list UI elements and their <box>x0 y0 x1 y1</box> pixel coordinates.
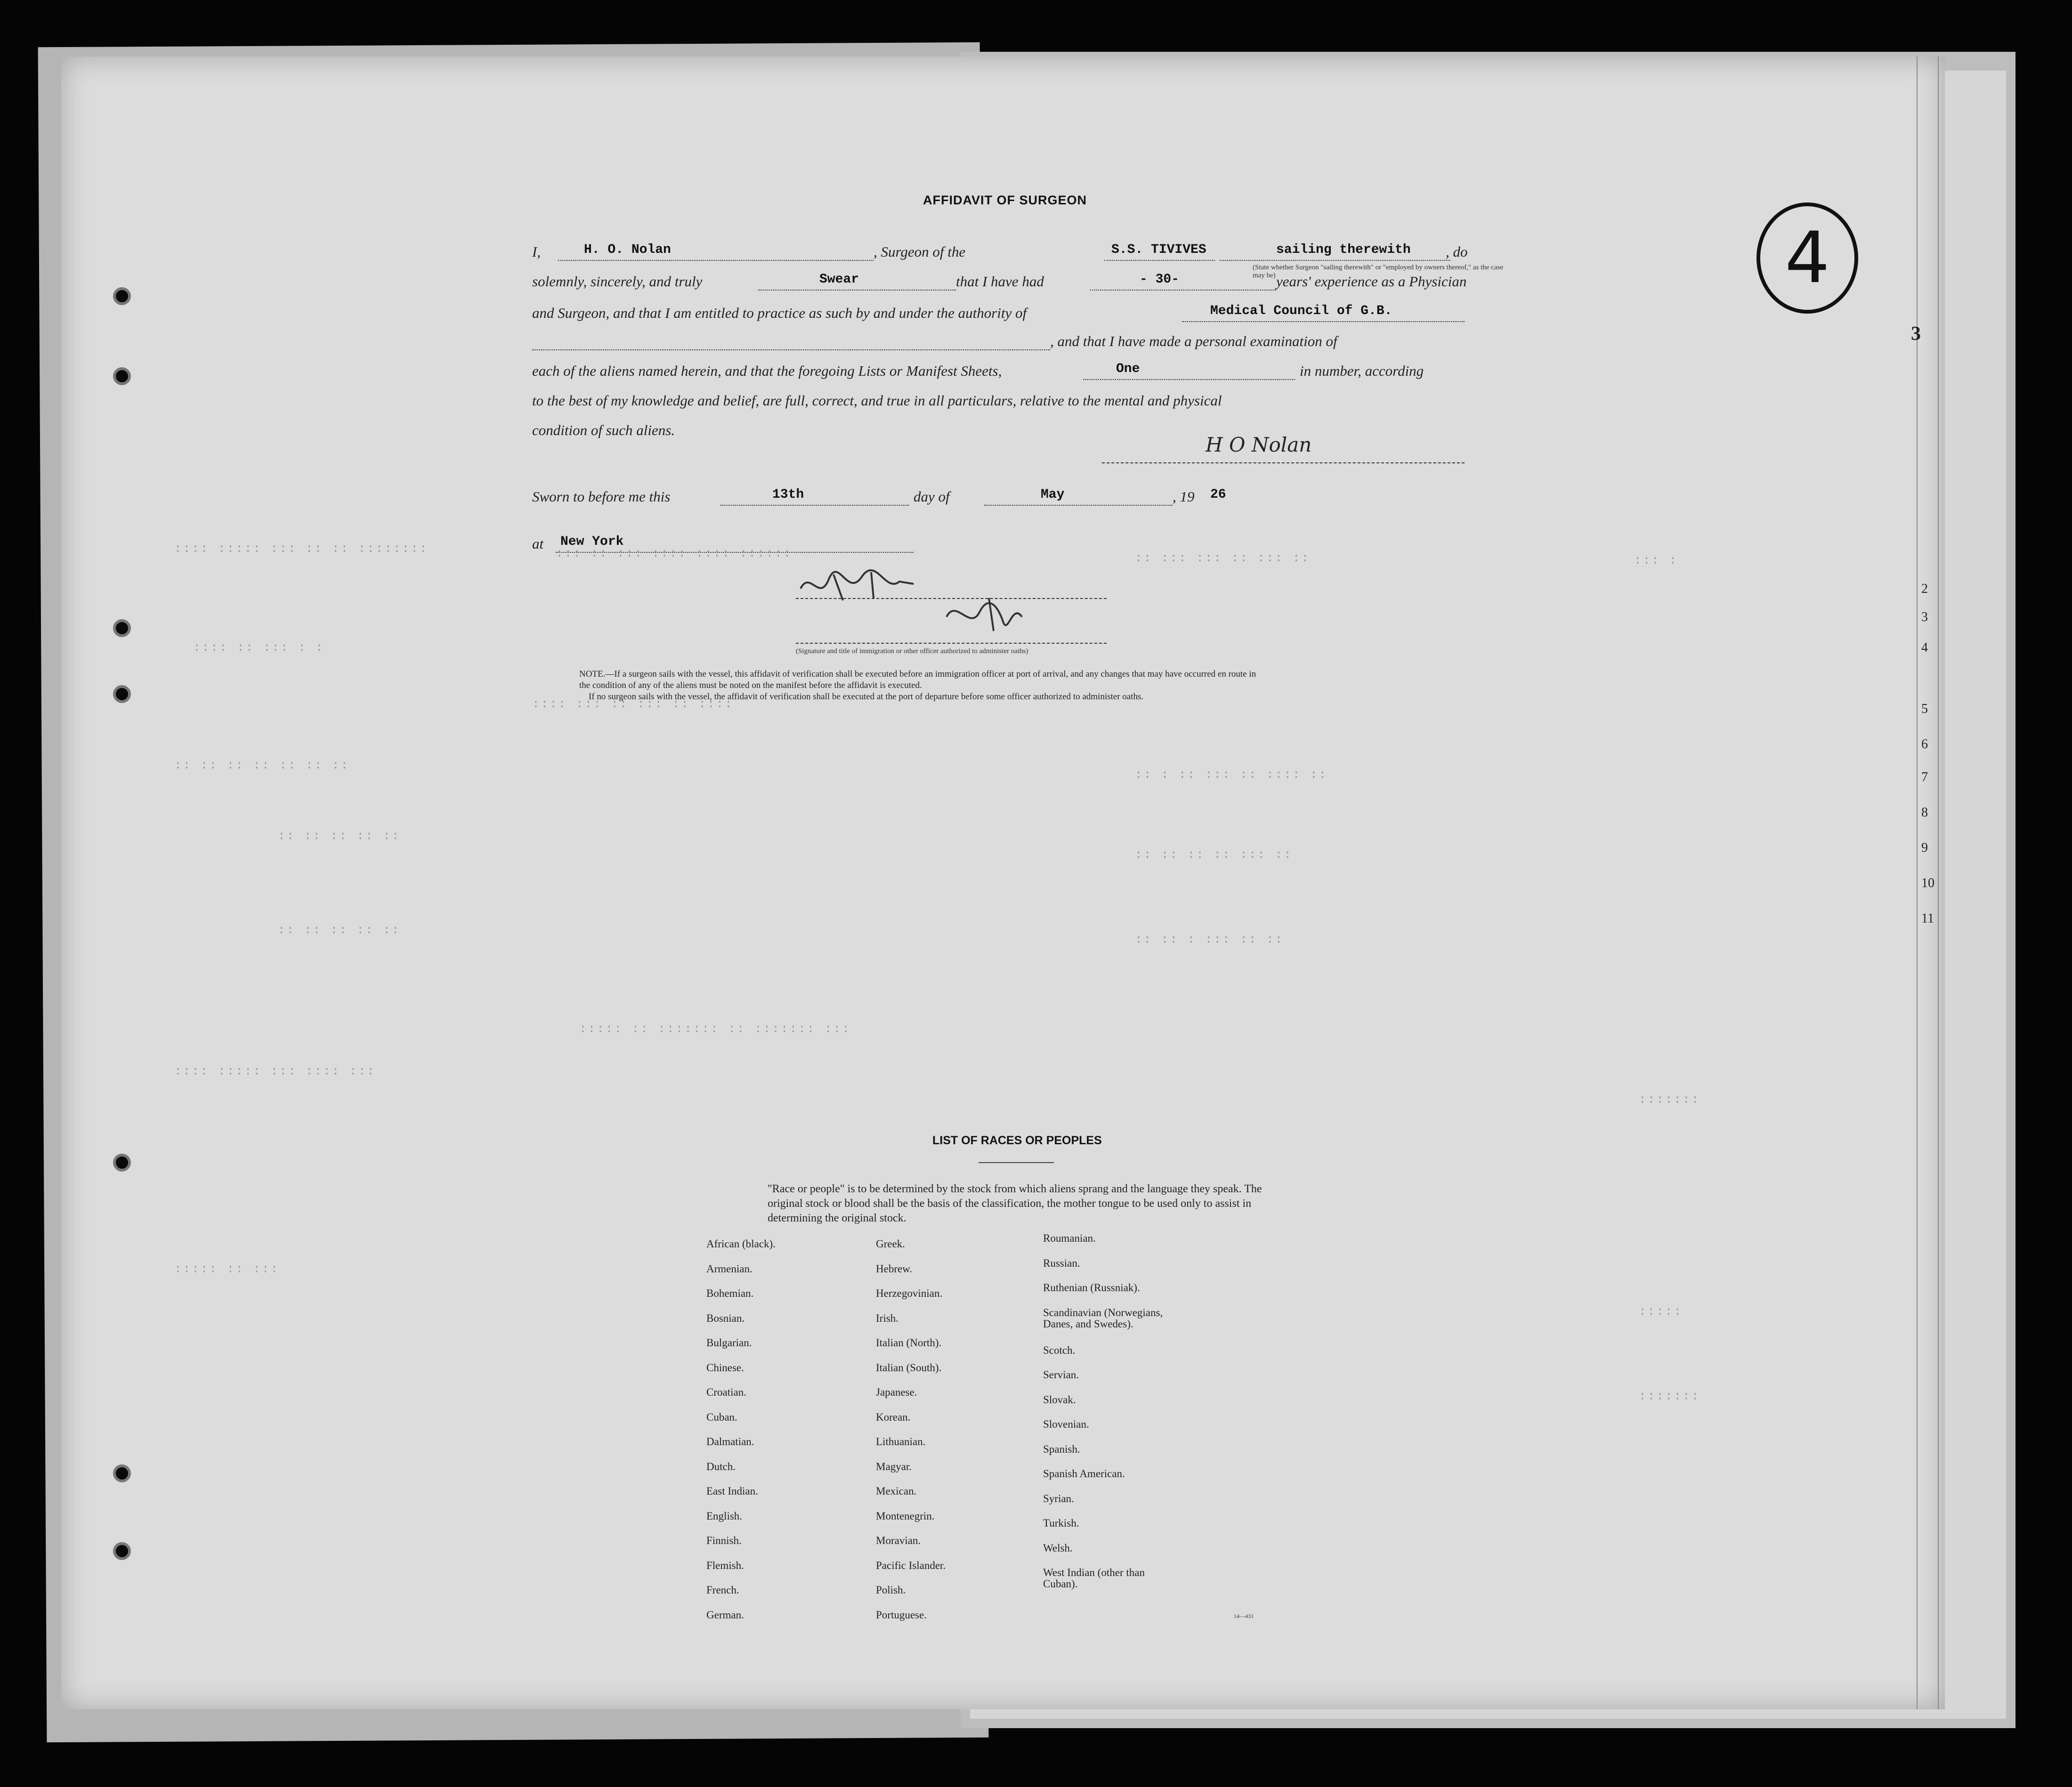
officer-line <box>796 598 1107 599</box>
bleed-through-text: :::: :: ::: : : <box>193 640 325 655</box>
race-item: Scandinavian (Norwegians, Danes, and Swedes). <box>1043 1306 1163 1330</box>
race-item: French. <box>706 1584 739 1596</box>
race-item: Italian (North). <box>876 1337 942 1349</box>
race-item: Ruthenian (Russniak). <box>1043 1282 1140 1294</box>
label-have-had: that I have had <box>956 273 1044 290</box>
officer-signature <box>791 565 1121 636</box>
sworn-month: May <box>1041 487 1065 502</box>
race-item: Flemish. <box>706 1559 744 1571</box>
bleed-through-text: ::: :: ::: :::: :::: :::::: <box>556 546 793 560</box>
bleed-through-text: :::: ::: :: ::: :: :::: <box>532 697 734 711</box>
label-i: I, <box>532 243 541 260</box>
race-item: African (black). <box>706 1238 776 1250</box>
page-number: 3 <box>1911 323 1921 345</box>
punch-hole <box>113 287 131 305</box>
label-and-surgeon: and Surgeon, and that I am entitled to practice as such by and under the authority of <box>532 305 1027 321</box>
race-item: Dutch. <box>706 1460 736 1472</box>
race-item: West Indian (other than Cuban). <box>1043 1567 1145 1590</box>
row-number: 6 <box>1921 737 1928 752</box>
race-item: Scotch. <box>1043 1344 1076 1356</box>
surgeon-name: H. O. Nolan <box>584 243 671 257</box>
fill-line <box>758 290 956 291</box>
years-experience: - 30- <box>1140 272 1180 287</box>
label-each-alien: each of the aliens named herein, and that the foregoing Lists or Manifest Sheets, <box>532 363 1002 379</box>
race-item: Cuban. <box>706 1411 737 1423</box>
circled-sheet-number: 4 <box>1756 202 1858 314</box>
label-condition: condition of such aliens. <box>532 422 675 438</box>
race-item: Pacific Islander. <box>876 1559 946 1571</box>
race-item: Bosnian. <box>706 1312 745 1324</box>
race-item: Spanish. <box>1043 1443 1080 1455</box>
race-item: Servian. <box>1043 1369 1079 1381</box>
sailing-note: (State whether Surgeon "sailing therewith" or "employed by owners thereof," as the case may be) <box>1253 264 1503 280</box>
row-number: 8 <box>1921 805 1928 820</box>
column-rule <box>1917 57 1918 1709</box>
fill-line <box>1104 260 1215 261</box>
manifest-sheet-count: One <box>1116 362 1140 376</box>
punch-hole <box>113 367 131 385</box>
fill-line <box>1083 379 1295 380</box>
punch-hole <box>113 1542 131 1560</box>
races-title-rule <box>979 1162 1054 1163</box>
label-solemnly: solemnly, sincerely, and truly <box>532 273 703 290</box>
note-line: the condition of any of the aliens must be noted on the manifest before the affidavit is executed. <box>579 680 922 690</box>
bleed-through-text: ::: : <box>1634 553 1678 567</box>
race-item: Magyar. <box>876 1460 912 1472</box>
note-line: NOTE.—If a surgeon sails with the vessel, this affidavit of verification shall be executed before an immigration officer at port of arrival, and any changes that may have occurred en route in <box>579 669 1256 679</box>
bleed-through-text: :: :: :: :: :: <box>278 923 401 937</box>
fill-line <box>532 349 1050 350</box>
row-number: 3 <box>1921 610 1928 624</box>
race-item: Portuguese. <box>876 1609 927 1621</box>
note-line: If no surgeon sails with the vessel, the affidavit of verification shall be executed at the port of departure before some officer authorized to administer oaths. <box>589 691 1144 702</box>
label-in-number: in number, according <box>1300 363 1424 379</box>
affidavit-note <box>579 669 1465 702</box>
race-item: Lithuanian. <box>876 1436 926 1447</box>
punch-hole <box>113 619 131 637</box>
race-item: Slovenian. <box>1043 1418 1089 1430</box>
label-year-prefix: , 19 <box>1173 488 1195 505</box>
race-item: Mexican. <box>876 1485 917 1497</box>
officer-caption: (Signature and title of immigration or other officer authorized to administer oaths) <box>796 647 1028 655</box>
race-item: Japanese. <box>876 1386 917 1398</box>
row-number: 7 <box>1921 770 1928 784</box>
fill-line <box>558 260 874 261</box>
sailing-status: sailing therewith <box>1276 243 1411 257</box>
bleed-through-text: :: :: :: :: :: <box>278 829 401 843</box>
affidavit-title: AFFIDAVIT OF SURGEON <box>923 193 1087 207</box>
label-best-knowledge: to the best of my knowledge and belief, are full, correct, and true in all particulars, relative to the mental and physical <box>532 392 1222 409</box>
race-item: Welsh. <box>1043 1542 1073 1554</box>
race-item: Bulgarian. <box>706 1337 752 1349</box>
sworn-year: 26 <box>1210 487 1226 502</box>
bleed-through-text: ::::: :: ::::::: :: ::::::: ::: <box>579 1022 851 1036</box>
race-item: Dalmatian. <box>706 1436 754 1447</box>
race-item: Russian. <box>1043 1257 1080 1269</box>
fill-line <box>556 552 914 553</box>
race-item: Armenian. <box>706 1262 753 1275</box>
affidavit-sheet <box>61 57 1945 1709</box>
fill-line <box>720 505 909 506</box>
races-column-3 <box>1043 1233 1163 1592</box>
fill-line <box>1220 260 1450 261</box>
race-item: German. <box>706 1609 744 1621</box>
race-item: Turkish. <box>1043 1517 1079 1529</box>
row-number: 2 <box>1921 582 1928 596</box>
race-item: Polish. <box>876 1584 906 1596</box>
race-item: Herzegovinian. <box>876 1287 943 1299</box>
race-item: Syrian. <box>1043 1492 1074 1504</box>
column-rule <box>1938 57 1939 1709</box>
signature-line <box>1102 462 1465 463</box>
race-item: East Indian. <box>706 1485 758 1497</box>
bleed-through-text: ::::: :: ::: <box>174 1262 280 1276</box>
form-number: 14—431 <box>1234 1613 1254 1619</box>
races-column-1 <box>706 1238 776 1634</box>
bleed-through-text: :: : :: ::: :: :::: :: <box>1135 768 1328 782</box>
label-years-experience: years' experience as a Physician <box>1276 273 1467 290</box>
race-item: Finnish. <box>706 1535 742 1546</box>
row-number: 10 <box>1921 876 1934 890</box>
label-personal-exam: , and that I have made a personal examination of <box>1050 333 1337 349</box>
punch-hole <box>113 1154 131 1172</box>
bleed-through-text: :: ::: ::: :: ::: :: <box>1135 551 1311 565</box>
bleed-through-text: :::: ::::: ::: :: :: :::::::: <box>174 542 429 556</box>
oath: Swear <box>819 272 859 287</box>
row-number: 11 <box>1921 911 1934 926</box>
race-item: Moravian. <box>876 1535 921 1546</box>
race-item: Montenegrin. <box>876 1510 935 1522</box>
label-sworn: Sworn to before me this <box>532 488 671 505</box>
races-title: LIST OF RACES OR PEOPLES <box>932 1134 1102 1147</box>
fill-line <box>1182 321 1465 322</box>
fill-line <box>984 505 1173 506</box>
bleed-through-text: ::::: <box>1639 1304 1683 1318</box>
punch-hole <box>113 1464 131 1482</box>
label-surgeon-of: , Surgeon of the <box>874 243 966 260</box>
bleed-through-text: :::: ::::: ::: :::: ::: <box>174 1064 376 1078</box>
punch-hole <box>113 685 131 703</box>
sworn-day: 13th <box>772 487 804 502</box>
bleed-through-text: :: :: :: :: ::: :: <box>1135 848 1293 862</box>
fill-line <box>1090 290 1276 291</box>
label-do: , do <box>1446 243 1468 260</box>
race-item: Chinese. <box>706 1361 744 1374</box>
label-day-of: day of <box>914 488 950 505</box>
races-intro: "Race or people" is to be determined by the stock from which aliens sprang and the language they speak. The original stock or blood shall be the basis of the classification, the mother tongue to be used only to assist in determining the original stock. <box>768 1183 1262 1225</box>
race-item: Slovak. <box>1043 1393 1076 1406</box>
bleed-through-text: :: :: :: :: :: :: :: <box>174 758 350 772</box>
race-item: Korean. <box>876 1411 911 1423</box>
bleed-through-text: :: :: : ::: :: :: <box>1135 932 1284 946</box>
race-item: Croatian. <box>706 1386 746 1398</box>
bleed-through-text: ::::::: <box>1639 1092 1700 1107</box>
race-item: Spanish American. <box>1043 1468 1125 1480</box>
race-item: Roumanian. <box>1043 1232 1096 1244</box>
race-item: Italian (South). <box>876 1361 942 1374</box>
races-column-2 <box>876 1238 946 1634</box>
label-at: at <box>532 535 544 552</box>
ship-name: S.S. TIVIVES <box>1111 243 1206 257</box>
sworn-place: New York <box>560 534 624 549</box>
row-number: 5 <box>1921 702 1928 716</box>
licensing-authority: Medical Council of G.B. <box>1210 304 1392 318</box>
race-item: Greek. <box>876 1238 905 1250</box>
race-item: Irish. <box>876 1312 898 1324</box>
race-item: Bohemian. <box>706 1287 754 1299</box>
row-number: 4 <box>1921 640 1928 655</box>
race-item: English. <box>706 1510 743 1522</box>
race-item: Hebrew. <box>876 1262 913 1275</box>
bleed-through-text: ::::::: <box>1639 1389 1700 1403</box>
row-number: 9 <box>1921 841 1928 855</box>
surgeon-signature: H O Nolan <box>1206 433 1312 456</box>
officer-line <box>796 643 1107 644</box>
